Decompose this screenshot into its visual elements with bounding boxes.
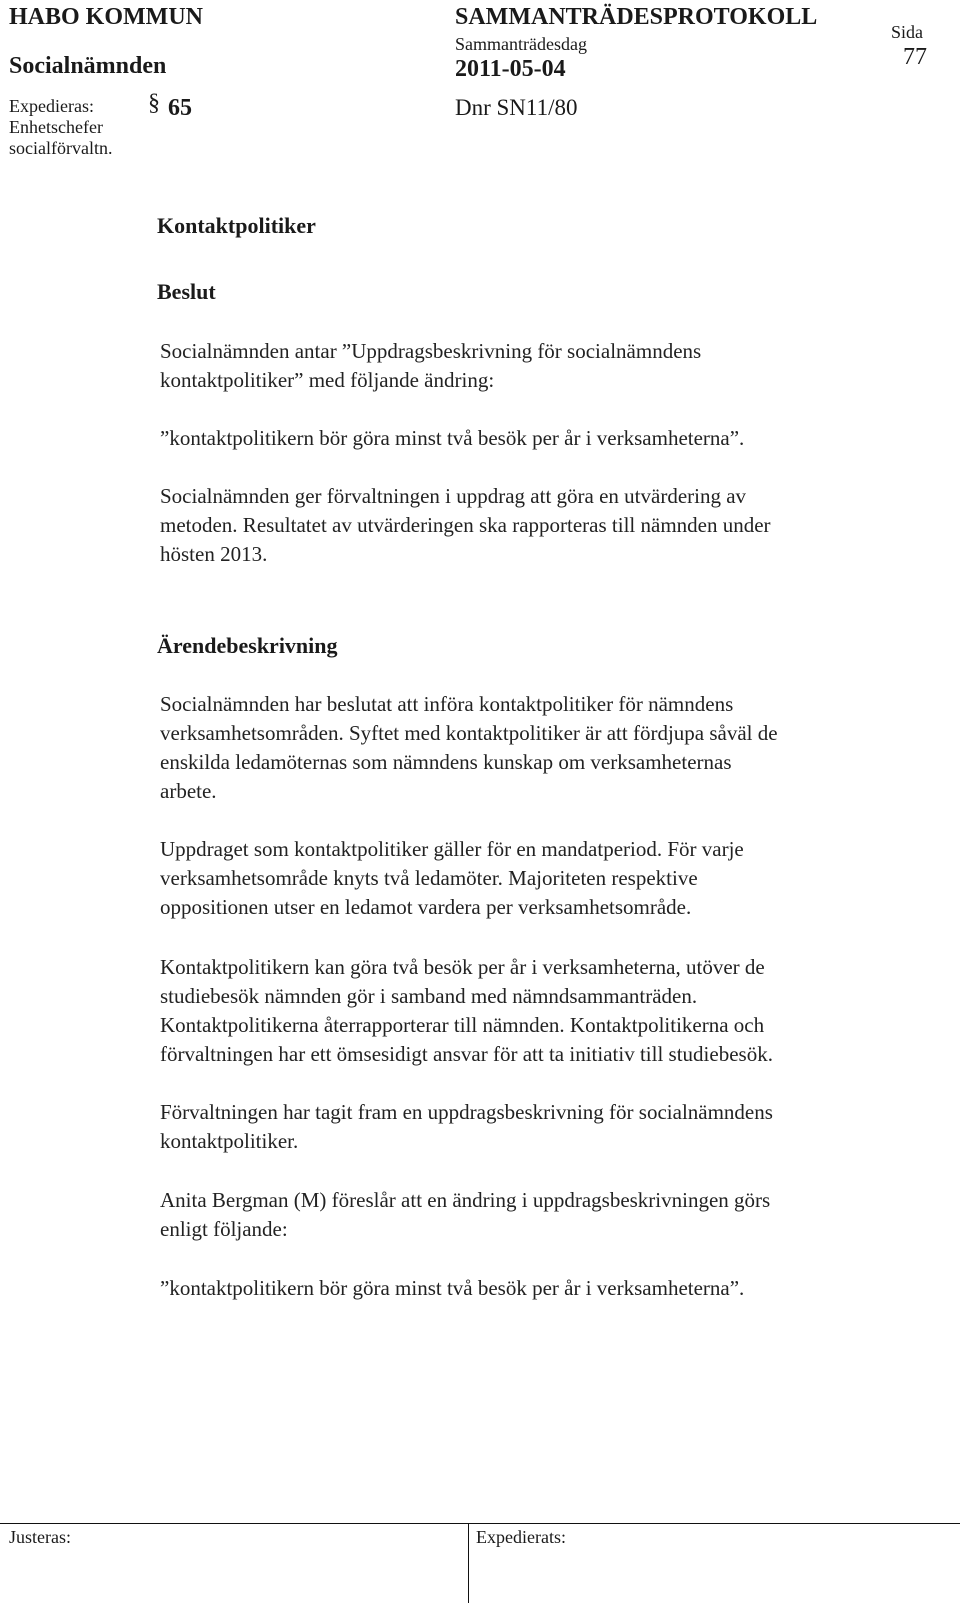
dispatched-to-2: socialförvaltn. <box>9 138 113 158</box>
text-line: Uppdraget som kontaktpolitiker gäller för en mandatperiod. För varje <box>160 837 744 861</box>
text-line: kontaktpolitiker. <box>160 1129 299 1153</box>
page-number: 77 <box>903 44 927 70</box>
arende-quote <box>160 1274 920 1303</box>
section-number: 65 <box>168 95 192 121</box>
text-line: ”kontaktpolitikern bör göra minst två besök per år i verksamheterna”. <box>160 1276 745 1300</box>
text-line: Kontaktpolitikern kan göra två besök per år i verksamheterna, utöver de <box>160 955 765 979</box>
text-line: verksamhetsområden. Syftet med kontaktpolitiker är att fördjupa såväl de <box>160 721 778 745</box>
text-line: verksamhetsområde knyts två ledamöter. Majoriteten respektive <box>160 866 698 890</box>
text-line: förvaltningen har ett ömsesidigt ansvar för att ta initiativ till studiebesök. <box>160 1042 773 1066</box>
dispatched-label: Expedieras: <box>9 96 94 116</box>
arende-paragraph-1 <box>160 690 920 806</box>
section-symbol: § <box>148 90 160 116</box>
text-line: enligt följande: <box>160 1217 288 1241</box>
text-line: kontaktpolitiker” med följande ändring: <box>160 368 495 392</box>
beslut-quote <box>160 424 920 453</box>
text-line: enskilda ledamöternas som nämndens kunskap om verksamheternas <box>160 750 732 774</box>
diary-number: Dnr SN11/80 <box>455 95 578 120</box>
arende-paragraph-3 <box>160 953 920 1069</box>
arende-heading: Ärendebeskrivning <box>157 633 338 658</box>
department-name: Socialnämnden <box>9 53 167 79</box>
text-line: metoden. Resultatet av utvärderingen ska rapporteras till nämnden under <box>160 513 771 537</box>
dispatched-to-1: Enhetschefer <box>9 117 103 137</box>
expedierats-label: Expedierats: <box>476 1527 566 1547</box>
org-name: HABO KOMMUN <box>9 4 203 30</box>
page-title: Kontaktpolitiker <box>157 213 316 238</box>
text-line: studiebesök nämnden gör i samband med nämndsammanträden. <box>160 984 698 1008</box>
meeting-day-label: Sammanträdesdag <box>455 34 587 54</box>
text-line: oppositionen utser en ledamot vardera per verksamhetsområde. <box>160 895 692 919</box>
arende-paragraph-4 <box>160 1098 920 1156</box>
text-line: ”kontaktpolitikern bör göra minst två besök per år i verksamheterna”. <box>160 426 745 450</box>
page-label: Sida <box>891 22 924 42</box>
beslut-paragraph-2 <box>160 482 920 569</box>
arende-paragraph-5 <box>160 1186 920 1244</box>
text-line: Förvaltningen har tagit fram en uppdragsbeskrivning för socialnämndens <box>160 1100 773 1124</box>
justeras-label: Justeras: <box>9 1527 71 1547</box>
document-type: SAMMANTRÄDESPROTOKOLL <box>455 4 818 30</box>
text-line: hösten 2013. <box>160 542 268 566</box>
text-line: Socialnämnden har beslutat att införa kontaktpolitiker för nämndens <box>160 692 734 716</box>
beslut-paragraph-1 <box>160 337 920 395</box>
footer-column-divider <box>468 1523 469 1603</box>
beslut-heading: Beslut <box>157 279 216 304</box>
text-line: Socialnämnden antar ”Uppdragsbeskrivning för socialnämndens <box>160 339 702 363</box>
text-line: Anita Bergman (M) föreslår att en ändring i uppdragsbeskrivningen görs <box>160 1188 771 1212</box>
footer-divider <box>0 1523 960 1524</box>
text-line: Socialnämnden ger förvaltningen i uppdrag att göra en utvärdering av <box>160 484 747 508</box>
meeting-date: 2011-05-04 <box>455 56 566 82</box>
text-line: arbete. <box>160 779 217 803</box>
text-line: Kontaktpolitikerna återrapporterar till nämnden. Kontaktpolitikerna och <box>160 1013 765 1037</box>
arende-paragraph-2 <box>160 835 920 922</box>
